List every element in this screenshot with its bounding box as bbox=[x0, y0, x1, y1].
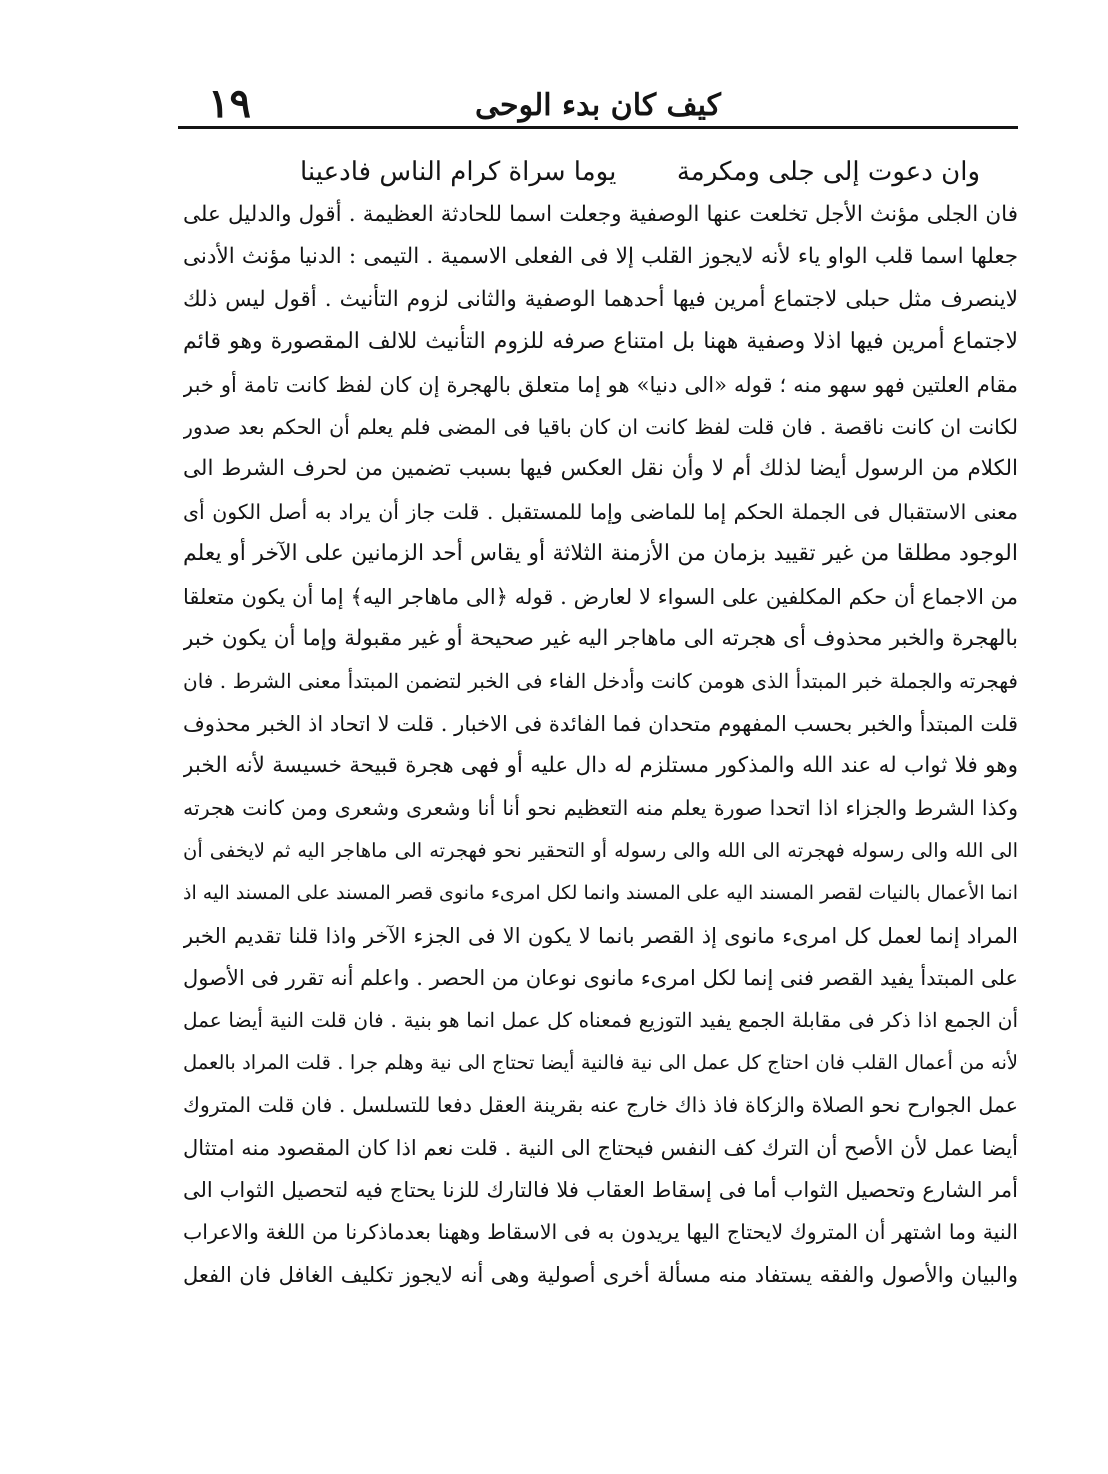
text-line: فان الجلى مؤنث الأجل تخلعت عنها الوصفية وجعلت اسما للحادثة العظيمة . أقول والدليل على bbox=[183, 202, 1018, 227]
text-line: أيضا عمل لأن الأصح أن الترك كف النفس فيحتاج الى النية . قلت نعم اذا كان المقصود منه امتثال bbox=[183, 1135, 1018, 1160]
text-line: الى الله والى رسوله فهجرته الى الله والى رسوله أو التحقير نحو فهجرته الى ماهاجر اليه ثم لايخفى أن bbox=[183, 838, 1018, 862]
text-line: لكانت ان كانت ناقصة . فان قلت لفظ كانت ان كان باقيا فى المضى فلم يعلم أن الحكم بعد صدور bbox=[183, 414, 1018, 439]
running-title: كيف كان بدء الوحى bbox=[475, 88, 721, 123]
text-line: النية وما اشتهر أن المتروك لايحتاج اليها يريدون به فى الاسقاط وههنا بعدماذكرنا من اللغة والاعراب bbox=[183, 1220, 1018, 1245]
text-line: وهو فلا ثواب له عند الله والمذكور مستلزم له دال عليه أو فهى هجرة قبيحة خسيسة لأنه الخبر bbox=[183, 753, 1018, 779]
text-line: عمل الجوارح نحو الصلاة والزكاة فاذ ذاك خارج عنه بقرينة العقل دفعا للتسلسل . فان قلت المتروك bbox=[183, 1093, 1018, 1118]
verse-second-hemistich: يوما سراة كرام الناس فادعينا bbox=[300, 157, 617, 187]
text-line: على المبتدأ يفيد القصر فنى إنما لكل امرىء مانوى نوعان من الحصر . واعلم أنه تقرر فى الأصول bbox=[183, 966, 1018, 991]
text-line: والبيان والأصول والفقه يستفاد منه مسألة أخرى أصولية وهى أنه لايجوز تكليف الغافل فان الفعل bbox=[183, 1262, 1018, 1287]
text-line: لاينصرف مثل حبلى لاجتماع أمرين فيها أحدهما الوصفية والثانى لزوم التأنيث . أقول ليس ذلك bbox=[183, 286, 1018, 312]
text-line: معنى الاستقبال فى الجملة الحكم إما للماضى وإما للمستقبل . قلت جاز أن يراد به أصل الكون أى bbox=[183, 499, 1018, 524]
text-line: الكلام من الرسول أيضا لذلك أم لا وأن نقل العكس فيها بسبب تضمين من لحرف الشرط الى bbox=[183, 456, 1018, 482]
page-number: ١٩ bbox=[208, 80, 251, 127]
text-line: الوجود مطلقا من غير تقييد بزمان من الأزمنة الثلاثة أو يقاس أحد الزمانين على الآخر أو يعلم bbox=[183, 541, 1018, 567]
text-line: لاجتماع أمرين فيها اذلا وصفية ههنا بل امتناع صرفه للزوم التأنيث للالف المقصورة وهو قائم bbox=[183, 329, 1018, 355]
text-line: لأنه من أعمال القلب فان احتاج كل عمل الى نية فالنية أيضا تحتاج الى نية وهلم جرا . قلت المراد بالعمل bbox=[183, 1050, 1018, 1074]
text-line: فهجرته والجملة خبر المبتدأ الذى هومن كانت وأدخل الفاء فى الخبر لتضمن المبتدأ معنى الشرط . فان bbox=[183, 669, 1018, 694]
page-header bbox=[178, 74, 1018, 130]
text-line: المراد إنما لعمل كل امرىء مانوى إذ القصر بانما لا يكون الا فى الجزء الآخر واذا قلنا تقديم الخبر bbox=[183, 923, 1018, 948]
text-line: قلت المبتدأ والخبر بحسب المفهوم متحدان فما الفائدة فى الاخبار . قلت لا اتحاد اذ الخبر محذوف bbox=[183, 711, 1018, 736]
text-line: بالهجرة والخبر محذوف أى هجرته الى ماهاجر اليه غير صحيحة أو غير مقبولة وإما أن يكون خبر bbox=[183, 625, 1018, 651]
text-line: أن الجمع اذا ذكر فى مقابلة الجمع يفيد التوزيع فمعناه كل عمل انما هو بنية . فان قلت النية أيضا عمل bbox=[183, 1008, 1018, 1033]
text-line: جعلها اسما قلب الواو ياء لأنه لايجوز القلب إلا فى الفعلى الاسمية . التيمى : الدنيا مؤنث الأدنى bbox=[183, 244, 1018, 270]
text-line: أمر الشارع وتحصيل الثواب أما فى إسقاط العقاب فلا فالتارك للزنا يحتاج فيه لتحصيل الثواب الى bbox=[183, 1177, 1018, 1202]
text-line: من الاجماع أن حكم المكلفين على السواء لا لعارض . قوله ﴿الى ماهاجر اليه﴾ إما أن يكون متعلقا bbox=[183, 584, 1018, 609]
text-line: انما الأعمال بالنيات لقصر المسند اليه على المسند وانما لكل امرىء مانوى قصر المسند على المسند اليه اذ bbox=[183, 882, 1018, 905]
text-line: مقام العلتين فهو سهو منه ؛ قوله «الى دنيا» هو إما متعلق بالهجرة إن كان لفظ كانت تامة أو خبر bbox=[183, 372, 1018, 397]
verse-first-hemistich: وان دعوت إلى جلى ومكرمة bbox=[676, 157, 980, 187]
poetry-verse bbox=[220, 150, 980, 194]
body-text bbox=[183, 194, 1018, 1296]
header-rule bbox=[178, 126, 1018, 129]
text-line: وكذا الشرط والجزاء اذا اتحدا صورة يعلم منه التعظيم نحو أنا أنا وشعرى وشعرى ومن كانت هجرته bbox=[183, 796, 1018, 821]
